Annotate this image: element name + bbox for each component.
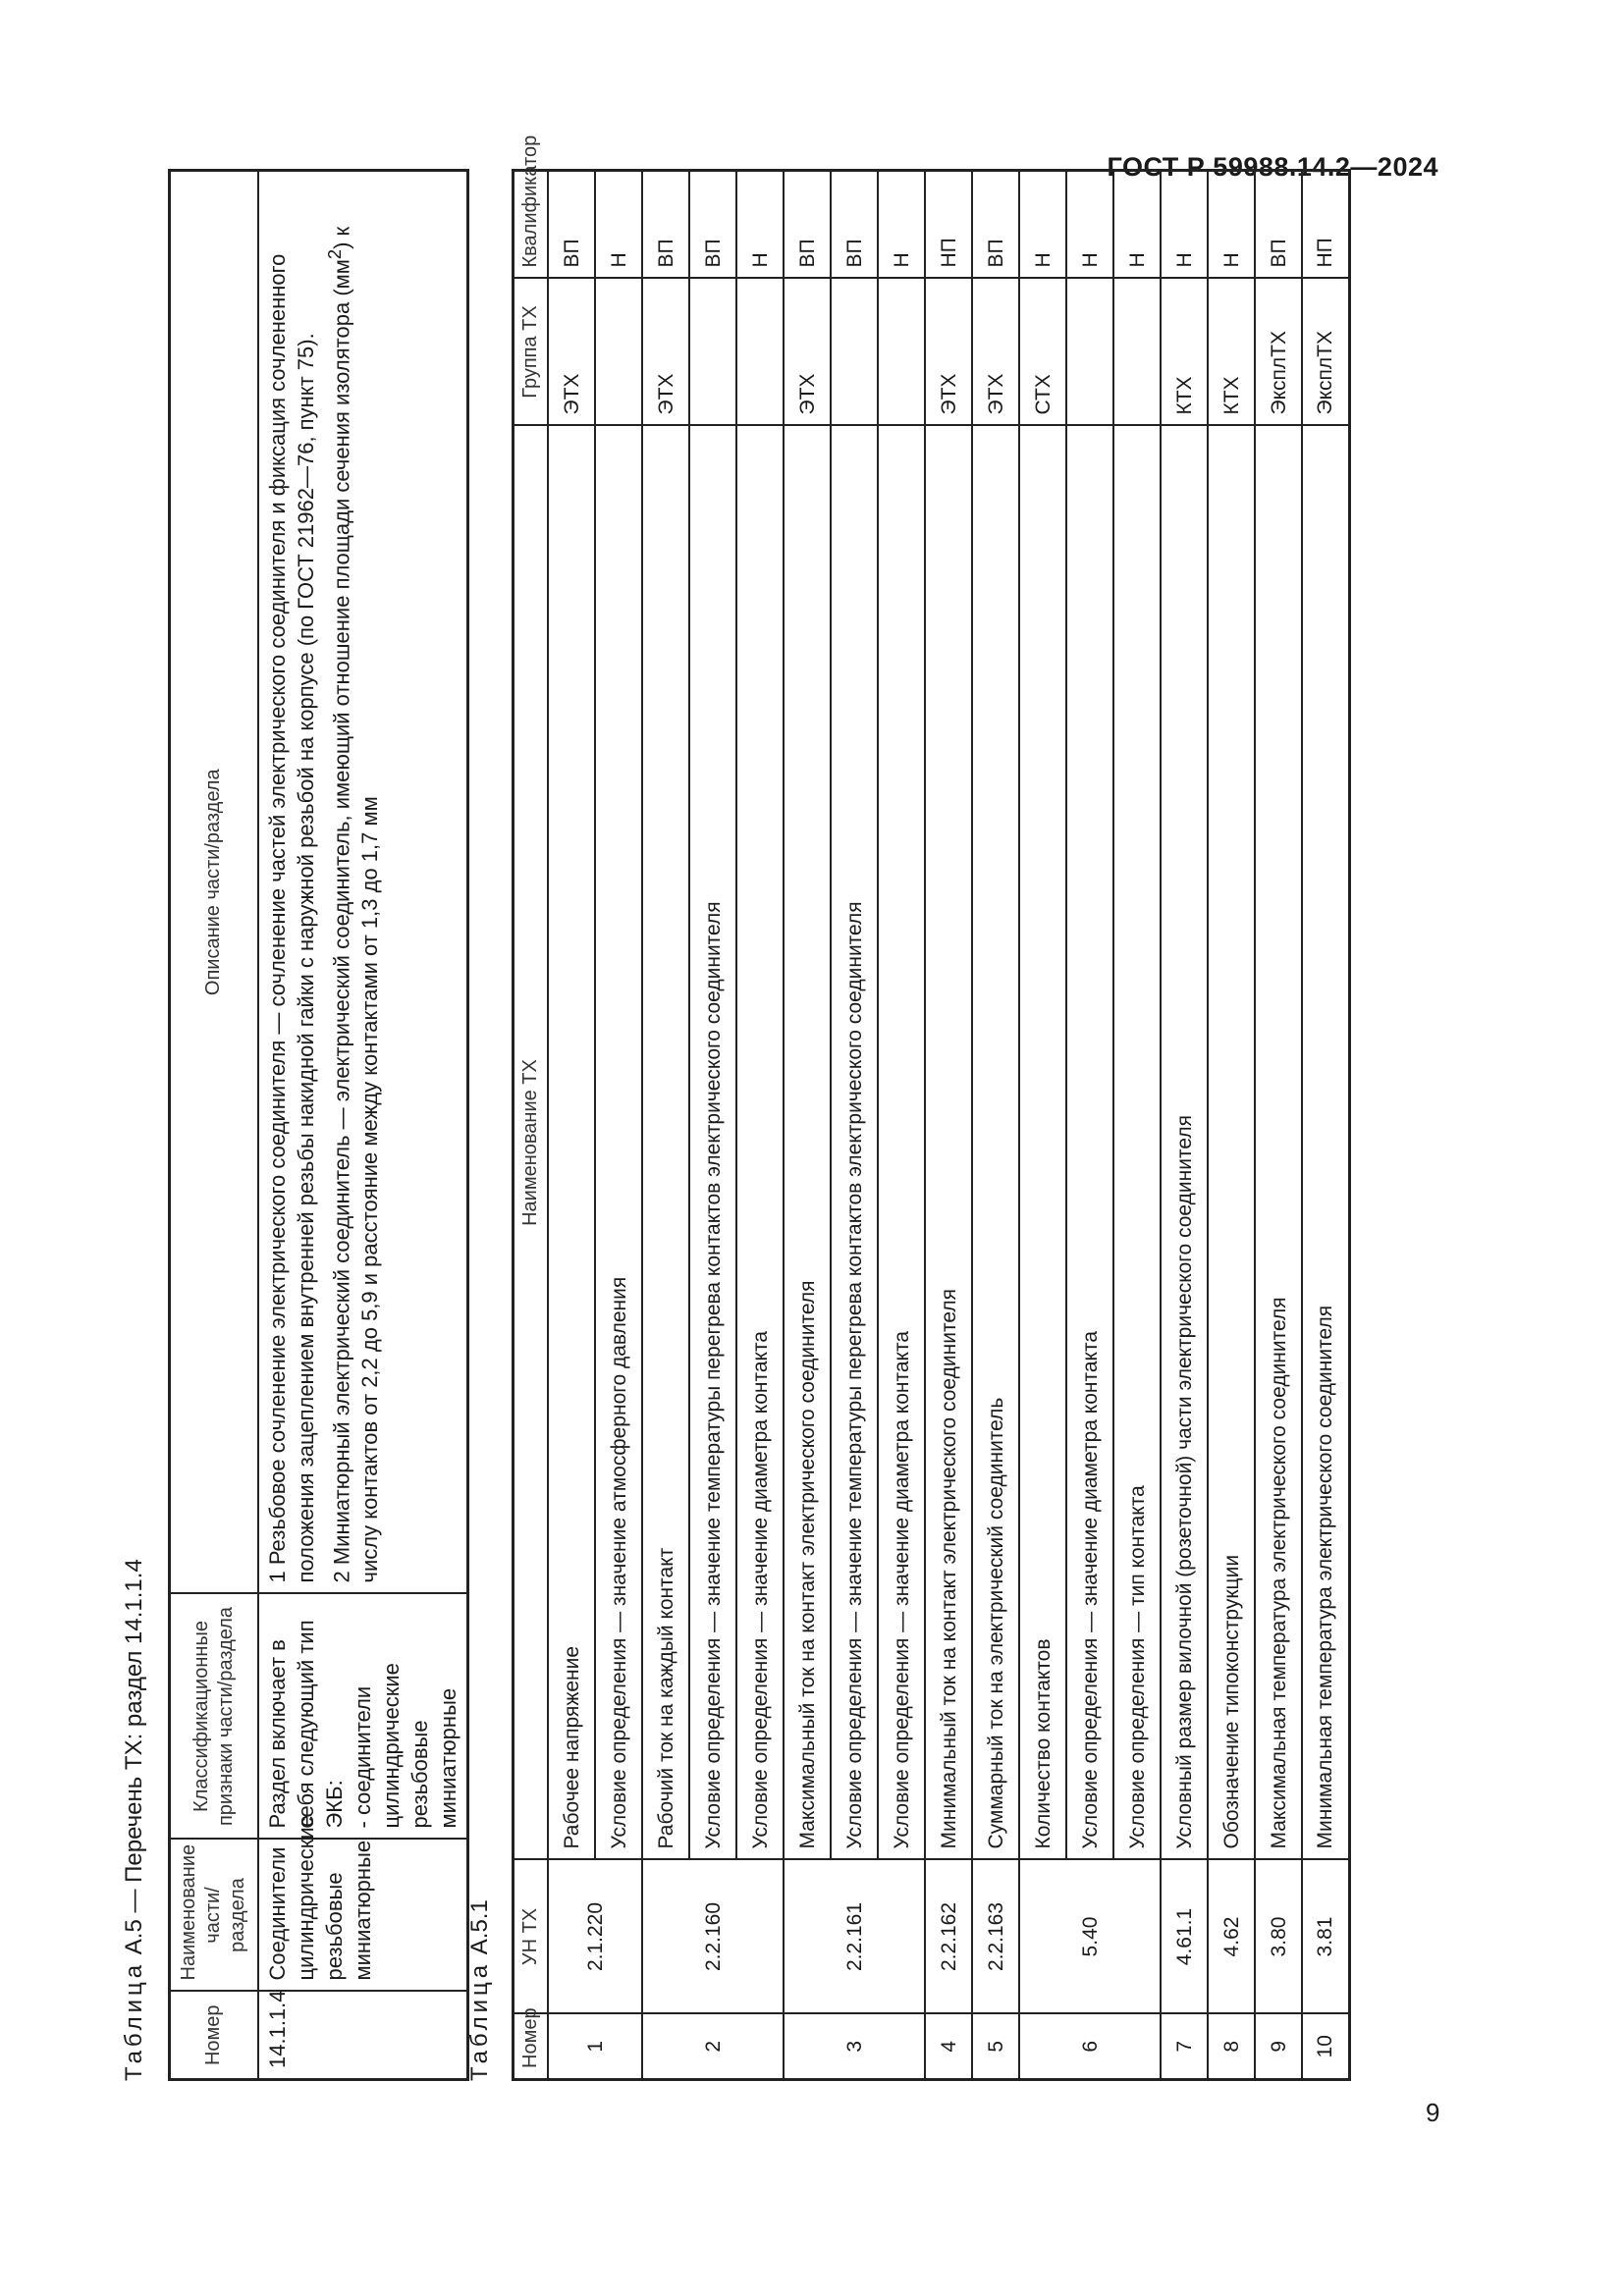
table-a5-cell-name: Соединители цилиндрические резьбовые миниатюрные (258, 1840, 468, 1992)
table-row (736, 171, 784, 2080)
condition-name: Условие определения — значение температуры перегрева контактов электрического соединителя (689, 426, 736, 1860)
table-a51-body (548, 171, 1349, 2080)
table-row (925, 171, 972, 2080)
row-number: 5 (972, 2014, 1019, 2080)
row-number: 7 (1161, 2014, 1208, 2080)
row-un-code: 4.62 (1208, 1860, 1255, 2014)
table-row (1113, 171, 1161, 2080)
qualifier-cell: Н (1208, 171, 1255, 279)
table-a5-header-description: Описание части/раздела (170, 171, 258, 1594)
table-a5-caption-prefix: Таблица (121, 1960, 147, 2081)
group-cell: ЭТХ (972, 279, 1019, 426)
table-a51-header-group: Группа ТХ (514, 279, 549, 426)
group-cell: ЭксплТХ (1255, 279, 1302, 426)
table-row (1066, 171, 1113, 2080)
table-a5-caption (121, 1559, 148, 2081)
row-un-code: 2.1.220 (548, 1860, 642, 2014)
condition-name: Условие определения — тип контакта (1113, 426, 1161, 1860)
qualifier-cell: ВП (972, 171, 1019, 279)
table-a51-caption (466, 1899, 494, 2081)
table-a51-caption-title: А.5.1 (466, 1899, 493, 1955)
characteristic-name: Условный размер вилочной (розеточной) части электрического соединителя (1161, 426, 1208, 1860)
row-number: 9 (1255, 2014, 1302, 2080)
table-a51-header-number: Номер (514, 2014, 549, 2080)
qualifier-cell: ВП (831, 171, 878, 279)
table-a5-cell-number: 14.1.1.4 (258, 1992, 468, 2080)
table-a51-caption-prefix: Таблица (466, 1960, 493, 2081)
table-row (689, 171, 736, 2080)
table-row (1208, 171, 1255, 2080)
table-row (878, 171, 925, 2080)
row-un-code: 4.61.1 (1161, 1860, 1208, 2014)
table-a5-cell-features (258, 1594, 468, 1840)
table-row (258, 171, 468, 2080)
table-row (784, 171, 831, 2080)
condition-name: Условие определения — значение диаметра контакта (1066, 426, 1113, 1860)
qualifier-cell: Н (878, 171, 925, 279)
qualifier-cell: ВП (689, 171, 736, 279)
table-a5 (168, 169, 469, 2081)
table-row (1161, 171, 1208, 2080)
characteristic-name: Рабочий ток на каждый контакт (642, 426, 689, 1860)
page-number: 9 (1426, 2098, 1440, 2127)
group-cell: ЭТХ (784, 279, 831, 426)
group-cell: ЭТХ (642, 279, 689, 426)
condition-name: Условие определения — значение диаметра контакта (878, 426, 925, 1860)
qualifier-cell: Н (736, 171, 784, 279)
qualifier-cell: Н (1161, 171, 1208, 279)
row-un-code: 2.2.160 (642, 1860, 784, 2014)
row-number: 6 (1019, 2014, 1161, 2080)
characteristic-name: Минимальный ток на контакт электрического соединителя (925, 426, 972, 1860)
table-a5-header-name: Наименование части/раздела (170, 1840, 258, 1992)
row-number: 2 (642, 2014, 784, 2080)
row-un-code: 2.2.162 (925, 1860, 972, 2014)
qualifier-cell: ВП (548, 171, 595, 279)
table-a5-caption-title: А.5 — Перечень ТХ: раздел 14.1.1.4 (121, 1559, 147, 1955)
qualifier-cell: ВП (642, 171, 689, 279)
group-cell (831, 279, 878, 426)
table-a5-header-features: Классификационные признаки части/раздела (170, 1594, 258, 1840)
description-item-1: 1 Резьбовое сочленение электрического соединителя — сочленение частей электрического соединителя и фиксация сочлененного положения зацеплением внутренней резьбы накидной гайки с наружной резьбой на корпусе (по ГОСТ 21962—76, пункт 75). (264, 253, 318, 1583)
table-a51-header-qualifier: Квалификатор (514, 171, 549, 279)
row-number: 10 (1302, 2014, 1349, 2080)
group-cell (736, 279, 784, 426)
table-a51-header-un: УН ТХ (514, 1860, 549, 2014)
qualifier-cell: Н (1113, 171, 1161, 279)
table-row (548, 171, 595, 2080)
features-line-2: - соединители цилиндрические резьбовые миниатюрные (350, 1663, 460, 1829)
table-a5-cell-description (258, 171, 468, 1594)
row-number: 1 (548, 2014, 642, 2080)
group-cell: КТХ (1161, 279, 1208, 426)
group-cell: ЭТХ (548, 279, 595, 426)
description-item-2 (320, 182, 384, 1583)
description-item-2-part-a: 2 Миниатюрный электрический соединитель — электрический соединитель, имеющий отношение площади сечения изолятора (мм (328, 259, 353, 1583)
row-un-code: 3.81 (1302, 1860, 1349, 2014)
qualifier-cell: Н (1019, 171, 1066, 279)
group-cell (1066, 279, 1113, 426)
row-number: 4 (925, 2014, 972, 2080)
features-line-1: Раздел включает в себя следующий тип ЭКБ: (264, 1620, 347, 1829)
table-a5-header-number: Номер (170, 1992, 258, 2080)
condition-name: Условие определения — значение температуры перегрева контактов электрического соединителя (831, 426, 878, 1860)
qualifier-cell: НП (925, 171, 972, 279)
table-a51-header-name: Наименование ТХ (514, 426, 549, 1860)
group-cell: ЭксплТХ (1302, 279, 1349, 426)
group-cell (595, 279, 642, 426)
characteristic-name: Рабочее напряжение (548, 426, 595, 1860)
row-un-code: 2.2.163 (972, 1860, 1019, 2014)
description-item-2-part-b: ) к числу контактов от 2,2 до 5,9 и расстояние между контактами от 1,3 до 1,7 мм (328, 226, 382, 1583)
row-number: 8 (1208, 2014, 1255, 2080)
group-cell (878, 279, 925, 426)
characteristic-name: Обозначение типоконструкции (1208, 426, 1255, 1860)
group-cell: ЭТХ (925, 279, 972, 426)
characteristic-name: Количество контактов (1019, 426, 1066, 1860)
table-row (1019, 171, 1066, 2080)
table-row (831, 171, 878, 2080)
table-row (642, 171, 689, 2080)
row-un-code: 3.80 (1255, 1860, 1302, 2014)
characteristic-name: Минимальная температура электрического соединителя (1302, 426, 1349, 1860)
condition-name: Условие определения — значение атмосферного давления (595, 426, 642, 1860)
table-row (1302, 171, 1349, 2080)
row-number: 3 (784, 2014, 925, 2080)
qualifier-cell: ВП (784, 171, 831, 279)
group-cell: КТХ (1208, 279, 1255, 426)
row-un-code: 2.2.161 (784, 1860, 925, 2014)
row-un-code: 5.40 (1019, 1860, 1161, 2014)
superscript: 2 (323, 248, 345, 260)
qualifier-cell: Н (1066, 171, 1113, 279)
characteristic-name: Суммарный ток на электрический соединитель (972, 426, 1019, 1860)
group-cell (1113, 279, 1161, 426)
table-row (1255, 171, 1302, 2080)
table-row (972, 171, 1019, 2080)
qualifier-cell: Н (595, 171, 642, 279)
group-cell: СТХ (1019, 279, 1066, 426)
characteristic-name: Максимальная температура электрического соединителя (1255, 426, 1302, 1860)
qualifier-cell: НП (1302, 171, 1349, 279)
condition-name: Условие определения — значение диаметра контакта (736, 426, 784, 1860)
qualifier-cell: ВП (1255, 171, 1302, 279)
group-cell (689, 279, 736, 426)
characteristic-name: Максимальный ток на контакт электрического соединителя (784, 426, 831, 1860)
table-row (595, 171, 642, 2080)
standard-header: ГОСТ Р 59988.14.2—2024 (1107, 152, 1438, 182)
